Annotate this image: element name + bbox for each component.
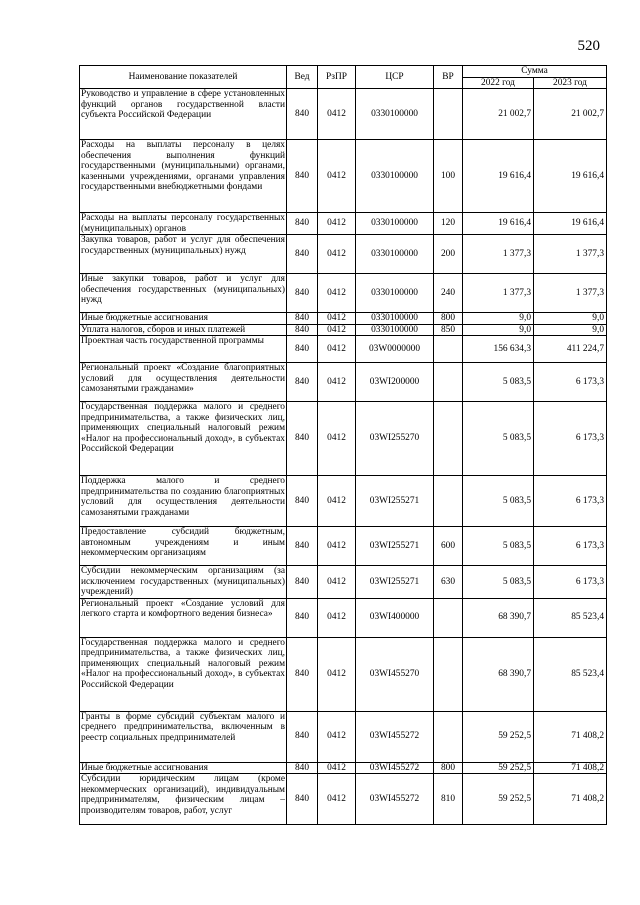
row-csr: 03WI255271 [356, 566, 434, 599]
row-csr: 03WI455270 [356, 637, 434, 711]
row-vr: 630 [434, 566, 463, 599]
row-rzpr: 0412 [318, 711, 356, 762]
row-rzpr: 0412 [318, 324, 356, 336]
row-amount-2022: 59 252,5 [463, 762, 534, 774]
row-vr [434, 637, 463, 711]
row-ved: 840 [287, 313, 318, 325]
header-year-2023: 2023 год [534, 77, 607, 89]
table-row [80, 774, 607, 825]
row-vr: 100 [434, 140, 463, 213]
row-name: Расходы на выплаты персоналу в целях обеспечения выполнения функций государственными (муниципальными) органами, казенными учреждениями, органами управления государственными внебюджетными фондами [80, 140, 287, 213]
row-ved: 840 [287, 213, 318, 235]
row-vr: 800 [434, 313, 463, 325]
table-body [80, 89, 607, 825]
row-amount-2022: 5 083,5 [463, 476, 534, 527]
row-rzpr: 0412 [318, 598, 356, 637]
row-amount-2022: 59 252,5 [463, 711, 534, 762]
row-amount-2023: 9,0 [534, 313, 607, 325]
row-vr [434, 89, 463, 140]
row-amount-2023: 21 002,7 [534, 89, 607, 140]
table-row [80, 402, 607, 476]
row-csr: 0330100000 [356, 324, 434, 336]
header-sum: Сумма [463, 66, 607, 78]
row-vr: 810 [434, 774, 463, 825]
row-rzpr: 0412 [318, 637, 356, 711]
row-vr: 850 [434, 324, 463, 336]
row-name: Уплата налогов, сборов и иных платежей [80, 324, 287, 336]
row-csr: 03WI455272 [356, 711, 434, 762]
table-row [80, 89, 607, 140]
row-amount-2022: 5 083,5 [463, 566, 534, 599]
table-row [80, 566, 607, 599]
row-ved: 840 [287, 274, 318, 313]
row-name: Руководство и управление в сфере установленных функций органов государственной власти субъекта Российской Федерации [80, 89, 287, 140]
row-csr: 03W0000000 [356, 336, 434, 363]
row-ved: 840 [287, 235, 318, 274]
table-row [80, 140, 607, 213]
page-number: 520 [577, 38, 600, 54]
row-vr: 600 [434, 527, 463, 566]
header-ved: Вед [287, 66, 318, 89]
row-amount-2023: 71 408,2 [534, 711, 607, 762]
row-amount-2022: 156 634,3 [463, 336, 534, 363]
table-row [80, 762, 607, 774]
row-name: Региональный проект «Создание условий для легкого старта и комфортного ведения бизнеса» [80, 598, 287, 637]
row-rzpr: 0412 [318, 336, 356, 363]
row-name: Проектная часть государственной программы [80, 336, 287, 363]
row-rzpr: 0412 [318, 774, 356, 825]
row-vr [434, 711, 463, 762]
table-row [80, 476, 607, 527]
row-name: Поддержка малого и среднего предпринимательства по созданию благоприятных условий для осуществления деятельности самозанятыми гражданами [80, 476, 287, 527]
row-amount-2023: 19 616,4 [534, 140, 607, 213]
row-rzpr: 0412 [318, 313, 356, 325]
row-name: Региональный проект «Создание благоприятных условий для осуществления деятельности самозанятыми гражданами» [80, 363, 287, 402]
row-name: Предоставление субсидий бюджетным, автономным учреждениям и иным некоммерческим организациям [80, 527, 287, 566]
header-rzpr: РзПР [318, 66, 356, 89]
row-amount-2022: 5 083,5 [463, 527, 534, 566]
table-row [80, 637, 607, 711]
row-rzpr: 0412 [318, 235, 356, 274]
row-amount-2023: 1 377,3 [534, 235, 607, 274]
row-amount-2022: 19 616,4 [463, 140, 534, 213]
row-vr [434, 363, 463, 402]
row-amount-2023: 6 173,3 [534, 402, 607, 476]
table-row [80, 313, 607, 325]
row-csr: 03WI455272 [356, 774, 434, 825]
row-amount-2023: 6 173,3 [534, 476, 607, 527]
row-csr: 0330100000 [356, 213, 434, 235]
row-amount-2023: 6 173,3 [534, 527, 607, 566]
row-name: Иные бюджетные ассигнования [80, 313, 287, 325]
row-rzpr: 0412 [318, 476, 356, 527]
row-amount-2023: 9,0 [534, 324, 607, 336]
row-ved: 840 [287, 711, 318, 762]
row-amount-2023: 71 408,2 [534, 762, 607, 774]
row-csr: 03WI255271 [356, 527, 434, 566]
row-name: Гранты в форме субсидий субъектам малого и среднего предпринимательства, включенным в реестр социальных предпринимателей [80, 711, 287, 762]
row-amount-2022: 5 083,5 [463, 402, 534, 476]
row-rzpr: 0412 [318, 140, 356, 213]
table-row [80, 274, 607, 313]
row-vr: 200 [434, 235, 463, 274]
row-amount-2022: 68 390,7 [463, 637, 534, 711]
row-name: Закупка товаров, работ и услуг для обеспечения государственных (муниципальных) нужд [80, 235, 287, 274]
table-row [80, 711, 607, 762]
row-csr: 0330100000 [356, 235, 434, 274]
row-amount-2023: 85 523,4 [534, 598, 607, 637]
table-row [80, 235, 607, 274]
row-ved: 840 [287, 598, 318, 637]
row-name: Иные закупки товаров, работ и услуг для обеспечения государственных (муниципальных) нужд [80, 274, 287, 313]
table-row [80, 213, 607, 235]
row-ved: 840 [287, 324, 318, 336]
budget-table [79, 65, 607, 825]
header-csr: ЦСР [356, 66, 434, 89]
row-amount-2022: 68 390,7 [463, 598, 534, 637]
row-amount-2022: 1 377,3 [463, 235, 534, 274]
row-ved: 840 [287, 140, 318, 213]
row-rzpr: 0412 [318, 363, 356, 402]
row-rzpr: 0412 [318, 274, 356, 313]
row-amount-2023: 85 523,4 [534, 637, 607, 711]
row-name: Государственная поддержка малого и среднего предпринимательства, а также физических лиц, применяющих специальный налоговый режим «Налог на профессиональный доход», в субъектах Российской Федерации [80, 402, 287, 476]
row-name: Государственная поддержка малого и среднего предпринимательства, а также физических лиц, применяющих специальный налоговый режим «Налог на профессиональный доход», в субъектах Российской Федерации [80, 637, 287, 711]
table-header [80, 66, 607, 89]
row-amount-2023: 71 408,2 [534, 774, 607, 825]
row-ved: 840 [287, 566, 318, 599]
row-ved: 840 [287, 774, 318, 825]
row-amount-2023: 19 616,4 [534, 213, 607, 235]
row-amount-2022: 9,0 [463, 324, 534, 336]
header-year-2022: 2022 год [463, 77, 534, 89]
row-amount-2023: 6 173,3 [534, 363, 607, 402]
row-amount-2023: 6 173,3 [534, 566, 607, 599]
row-csr: 03WI255270 [356, 402, 434, 476]
row-amount-2022: 1 377,3 [463, 274, 534, 313]
row-ved: 840 [287, 336, 318, 363]
row-rzpr: 0412 [318, 762, 356, 774]
table-row [80, 363, 607, 402]
row-vr [434, 598, 463, 637]
row-csr: 0330100000 [356, 140, 434, 213]
row-name: Субсидии некоммерческим организациям (за исключением государственных (муниципальных) учреждений) [81, 566, 285, 597]
row-amount-2022: 59 252,5 [463, 774, 534, 825]
row-rzpr: 0412 [318, 566, 356, 599]
row-csr: 03WI200000 [356, 363, 434, 402]
row-vr [434, 336, 463, 363]
row-ved: 840 [287, 527, 318, 566]
header-name: Наименование показателей [80, 66, 287, 89]
row-ved: 840 [287, 637, 318, 711]
row-rzpr: 0412 [318, 402, 356, 476]
row-amount-2023: 411 224,7 [534, 336, 607, 363]
row-vr: 800 [434, 762, 463, 774]
row-csr: 03WI400000 [356, 598, 434, 637]
row-vr: 120 [434, 213, 463, 235]
row-vr [434, 402, 463, 476]
header-vr: ВР [434, 66, 463, 89]
row-vr: 240 [434, 274, 463, 313]
row-amount-2022: 5 083,5 [463, 363, 534, 402]
row-ved: 840 [287, 476, 318, 527]
row-name: Субсидии юридическим лицам (кроме некоммерческих организаций), индивидуальным предпринимателям, физическим лицам – производителям товаров, работ, услуг [80, 774, 287, 825]
table-row [80, 336, 607, 363]
table-row [80, 324, 607, 336]
row-csr: 0330100000 [356, 313, 434, 325]
row-csr: 0330100000 [356, 89, 434, 140]
row-vr [434, 476, 463, 527]
row-amount-2022: 19 616,4 [463, 213, 534, 235]
table-row [80, 598, 607, 637]
row-ved: 840 [287, 363, 318, 402]
row-name: Расходы на выплаты персоналу государственных (муниципальных) органов [81, 213, 285, 234]
row-csr: 03WI455272 [356, 762, 434, 774]
table-row [80, 527, 607, 566]
row-name: Иные бюджетные ассигнования [80, 762, 287, 774]
row-amount-2022: 9,0 [463, 313, 534, 325]
row-ved: 840 [287, 762, 318, 774]
row-rzpr: 0412 [318, 213, 356, 235]
row-csr: 0330100000 [356, 274, 434, 313]
row-ved: 840 [287, 89, 318, 140]
row-rzpr: 0412 [318, 89, 356, 140]
row-amount-2023: 1 377,3 [534, 274, 607, 313]
row-amount-2022: 21 002,7 [463, 89, 534, 140]
row-csr: 03WI255271 [356, 476, 434, 527]
row-ved: 840 [287, 402, 318, 476]
row-rzpr: 0412 [318, 527, 356, 566]
